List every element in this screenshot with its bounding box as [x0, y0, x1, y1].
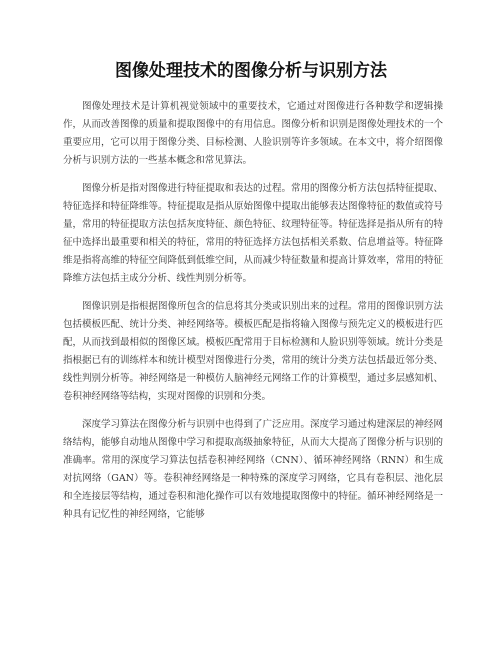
paragraph-3: 图像识别是指根据图像所包含的信息将其分类或识别出来的过程。常用的图像识别方法包括模板匹配、统计分类、神经网络等。模板匹配是指将输入图像与预先定义的模板进行匹配，从而找到最相似的图像区域。模板匹配常用于目标检测和人脸识别等领域。统计分类是指根据已有的训练样本和统计模型对图像进行分类，常用的统计分类方法包括最近邻分类、线性判别分析等。神经网络是一种模仿人脑神经元网络工作的计算模型，通过多层感知机、卷积神经网络等结构，实现对图像的识别和分类。	[63, 301, 443, 402]
paragraph-1: 图像处理技术是计算机视觉领域中的重要技术，它通过对图像进行各种数学和逻辑操作，从而改善图像的质量和提取图像中的有用信息。图像分析和识别是图像处理技术的一个重要应用，它可以用于图像分类、目标检测、人脸识别等许多领域。在本文中，将介绍图像分析与识别方法的一些基本概念和常见算法。	[63, 101, 443, 166]
paragraph-4: 深度学习算法在图像分析与识别中也得到了广泛应用。深度学习通过构建深层的神经网络结构，能够自动地从图像中学习和提取高级抽象特征，从而大大提高了图像分析与识别的准确率。常用的深度学习算法包括卷积神经网络（CNN）、循环神经网络（RNN）和生成对抗网络（GAN）等。卷积神经网络是一种特殊的深度学习网络，它具有卷积层、池化层和全连接层等结构，通过卷积和池化操作可以有效地提取图像中的特征。循环神经网络是一种具有记忆性的神经网络，它能够	[63, 419, 443, 520]
document-title: 图像处理技术的图像分析与识别方法	[115, 61, 387, 81]
document-body	[63, 98, 443, 534]
paragraph-2: 图像分析是指对图像进行特征提取和表达的过程。常用的图像分析方法包括特征提取、特征选择和特征降维等。特征提取是指从原始图像中提取出能够表达图像特征的数值或符号量，常用的特征提取方法包括灰度特征、颜色特征、纹理特征等。特征选择是指从所有的特征中选择出最重要和相关的特征，常用的特征选择方法包括相关系数、信息增益等。特征降维是指将高维的特征空间降低到低维空间，从而减少特征数量和提高计算效率，常用的特征降维方法包括主成分分析、线性判别分析等。	[63, 183, 443, 284]
